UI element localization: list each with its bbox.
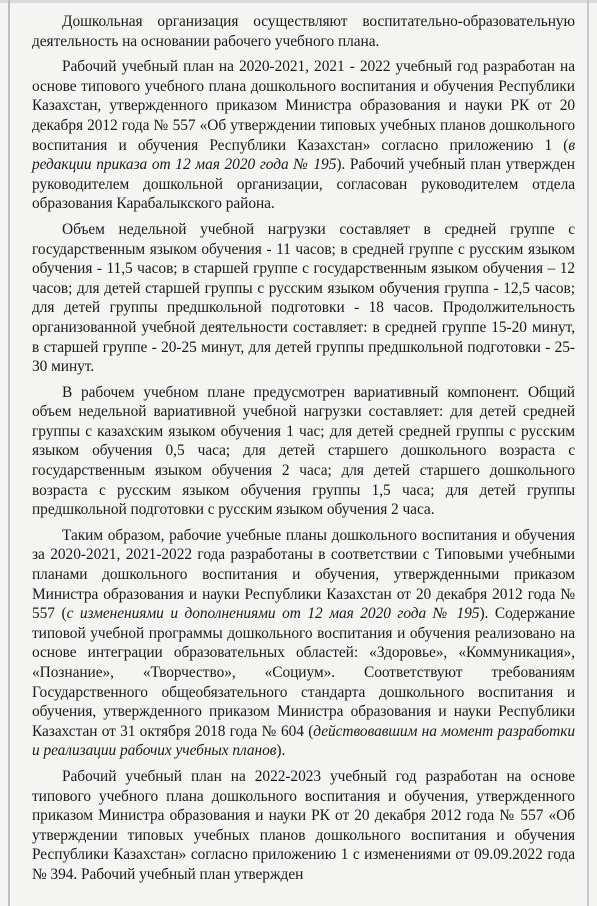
paragraph-2-text-a: Рабочий учебный план на 2020-2021, 2021 - 2022 учебный год разработан на основе типового учебного плана дошкольного воспитания и обучения Республики Казахстан, утвержденного приказом Министра образования и науки РК от 20 декабря 2012 года № 557 «Об утверждении типовых учебных планов дошкольного воспитания и обучения Республики Казахстан» согласно приложению 1 ( [32, 58, 575, 154]
paragraph-5-italic-1: с изменениями и дополнениями от 12 мая 2020 года № 195 [66, 605, 480, 623]
paragraph-2-italic: в редакции приказа от 12 мая 2020 года № 195 [32, 136, 575, 174]
scan-edge-right [587, 0, 589, 906]
scan-edge-top [0, 0, 597, 3]
paragraph-5 [32, 526, 575, 761]
paragraph-5-text-c: ). [276, 742, 286, 760]
paragraph-3: Объем недельной учебной нагрузки составляет в средней группе с государственным языком обучения - 11 часов; в средней группе с русским языком обучения - 11,5 часов; в старшей группе с государственным языком обучения – 12 часов; для детей старшей группы с русским языком обучения группа - 12,5 часов; для детей группы предшкольной подготовки - 18 часов. Продолжительность организованной учебной деятельности составляет: в средней группе 15-20 минут, в старшей группе - 20-25 минут, для детей группы предшкольной подготовки - 25-30 минут. [32, 220, 575, 376]
paragraph-2 [32, 57, 575, 214]
paragraph-5-text-a: Таким образом, рабочие учебные планы дошкольного воспитания и обучения за 2020-2021, 2021-2022 года разработаны в соответствии с Типовыми учебными планами дошкольного воспитания и обучения, утвержденными приказом Министра образования и науки Республики Казахстан от 20 декабря 2012 года № 557 ( [32, 526, 575, 623]
paragraph-6: Рабочий учебный план на 2022-2023 учебный год разработан на основе типового учебного плана дошкольного воспитания и обучения, утвержденного приказом Министра образования и науки РК от 20 декабря 2012 года № 557 «Об утверждении типовых учебных планов дошкольного воспитания и обучения Республики Казахстан» согласно приложению 1 с изменениями от 09.09.2022 года № 394. Рабочий учебный план утвержден [32, 767, 575, 883]
paragraph-2-text-b: ). Рабочий учебный план утвержден руководителем дошкольной организации, согласован руководителем отдела образования Карабалыкского района. [32, 156, 575, 213]
paragraph-1: Дошкольная организация осуществляют воспитательно-образовательную деятельность на основании рабочего учебного плана. [32, 13, 575, 50]
scan-edge-left [8, 0, 10, 906]
paragraph-4: В рабочем учебном плане предусмотрен вариативный компонент. Общий объем недельной вариативной учебной нагрузки составляет: для детей средней группы с казахским языком обучения 1 час; для детей средней группы с русским языком обучения 0,5 часа; для детей старшего дошкольного возраста с государственным языком обучения 2 часа; для детей старшего дошкольного возраста с русским языком обучения группы 1,5 часа; для детей группы предшкольной подготовки с русским языком обучения 2 часа. [32, 383, 575, 519]
paragraph-5-text-b: ). Содержание типовой учебной программы дошкольного воспитания и обучения реализовано на основе интеграции образовательных областей: «Здоровье», «Коммуникация», «Познание», «Творчество», «Социум». Соответствуют требованиям Государственного общеобязательного стандарта дошкольного воспитания и обучения, утвержденного приказом Министра образования и науки Республики Казахстан от 31 октября 2018 года № 604 ( [32, 605, 575, 740]
paragraph-5-italic-2: действовавшим на момент разработки и реализации рабочих учебных планов [32, 722, 575, 760]
